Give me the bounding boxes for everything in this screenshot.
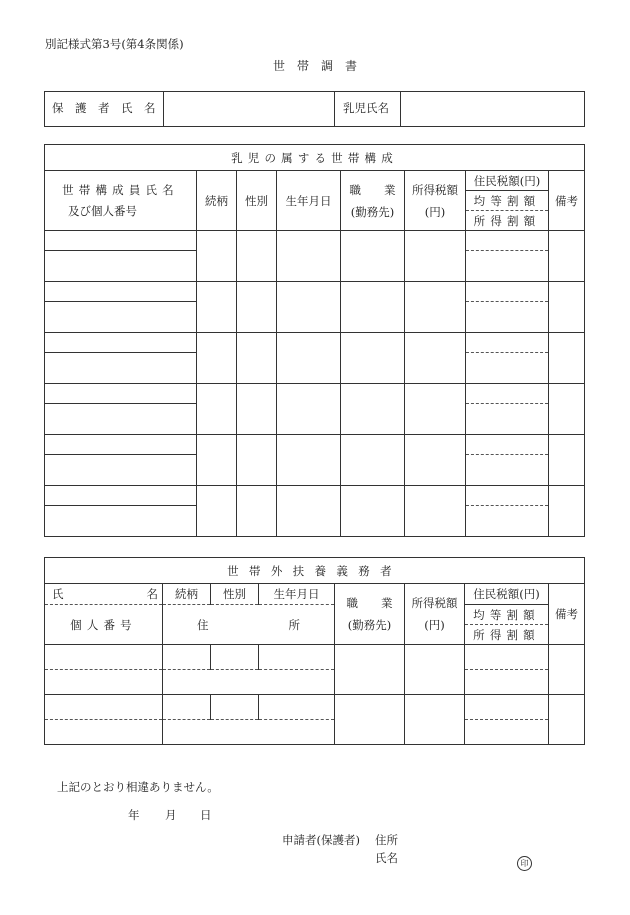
member-income-tax[interactable] bbox=[405, 384, 466, 435]
member-birth[interactable] bbox=[277, 333, 341, 384]
member-relation[interactable] bbox=[197, 384, 237, 435]
member-relation[interactable] bbox=[197, 486, 237, 537]
household-table bbox=[44, 144, 585, 537]
guardian-name-field[interactable] bbox=[164, 92, 334, 126]
guardian-row bbox=[44, 91, 585, 127]
member-sex[interactable] bbox=[237, 282, 277, 333]
applicant-name-label: 氏名 bbox=[375, 851, 398, 865]
member-id-digits[interactable] bbox=[45, 435, 197, 455]
dep-address[interactable] bbox=[163, 670, 335, 695]
household-row bbox=[45, 384, 585, 404]
member-relation[interactable] bbox=[197, 333, 237, 384]
col-relation-header: 続柄 bbox=[197, 171, 237, 231]
member-income-split-tax[interactable] bbox=[466, 251, 549, 282]
household-row bbox=[45, 282, 585, 302]
form-number: 別記様式第3号(第4条関係) bbox=[45, 37, 184, 51]
dep-col-id-header: 個人番号 bbox=[45, 605, 163, 645]
dep-income-tax[interactable] bbox=[405, 695, 465, 745]
dep-id[interactable] bbox=[45, 720, 163, 745]
member-birth[interactable] bbox=[277, 486, 341, 537]
member-birth[interactable] bbox=[277, 384, 341, 435]
dep-job[interactable] bbox=[335, 695, 405, 745]
member-job[interactable] bbox=[341, 486, 405, 537]
dependent-row bbox=[45, 695, 585, 720]
dep-birth[interactable] bbox=[259, 695, 335, 720]
member-remarks[interactable] bbox=[549, 384, 585, 435]
date-year: 年 bbox=[128, 808, 140, 822]
dep-equal-tax[interactable] bbox=[465, 645, 549, 670]
member-job[interactable] bbox=[341, 384, 405, 435]
dep-col-income-header: 所得税額 (円) bbox=[405, 584, 465, 645]
member-equal-tax[interactable] bbox=[466, 384, 549, 404]
member-name[interactable] bbox=[45, 251, 197, 282]
page-title: 世 帯 調 書 bbox=[272, 59, 357, 73]
guardian-name-label: 保 護 者 氏 名 bbox=[52, 101, 156, 115]
member-relation[interactable] bbox=[197, 282, 237, 333]
member-sex[interactable] bbox=[237, 486, 277, 537]
member-name[interactable] bbox=[45, 404, 197, 435]
dep-name[interactable] bbox=[45, 645, 163, 670]
member-income-tax[interactable] bbox=[405, 231, 466, 282]
col-income-header: 所得税額 (円) bbox=[405, 171, 466, 231]
member-relation[interactable] bbox=[197, 435, 237, 486]
member-equal-tax[interactable] bbox=[466, 282, 549, 302]
member-remarks[interactable] bbox=[549, 486, 585, 537]
dep-birth[interactable] bbox=[259, 645, 335, 670]
member-relation[interactable] bbox=[197, 231, 237, 282]
dep-job[interactable] bbox=[335, 645, 405, 695]
member-income-split-tax[interactable] bbox=[466, 353, 549, 384]
member-income-split-tax[interactable] bbox=[466, 404, 549, 435]
dep-col-birth-header: 生年月日 bbox=[259, 584, 335, 605]
col-resident-header: 住民税額(円) bbox=[466, 171, 549, 191]
member-equal-tax[interactable] bbox=[466, 486, 549, 506]
member-birth[interactable] bbox=[277, 231, 341, 282]
col-birth-header: 生年月日 bbox=[277, 171, 341, 231]
dep-id[interactable] bbox=[45, 670, 163, 695]
member-sex[interactable] bbox=[237, 384, 277, 435]
member-income-split-tax[interactable] bbox=[466, 302, 549, 333]
member-remarks[interactable] bbox=[549, 435, 585, 486]
dep-name[interactable] bbox=[45, 695, 163, 720]
member-id-digits[interactable] bbox=[45, 333, 197, 353]
member-job[interactable] bbox=[341, 435, 405, 486]
member-equal-tax[interactable] bbox=[466, 435, 549, 455]
member-remarks[interactable] bbox=[549, 333, 585, 384]
dep-relation[interactable] bbox=[163, 645, 211, 670]
dep-col-name-header: 氏 名 bbox=[45, 584, 163, 605]
dep-col-equal-header: 均等割額 bbox=[465, 605, 549, 625]
member-income-tax[interactable] bbox=[405, 435, 466, 486]
col-name-header: 世帯構成員氏名 及び個人番号 bbox=[45, 171, 197, 231]
child-name-field[interactable] bbox=[401, 92, 584, 126]
member-id-digits[interactable] bbox=[45, 486, 197, 506]
member-income-tax[interactable] bbox=[405, 282, 466, 333]
member-name[interactable] bbox=[45, 506, 197, 537]
member-name[interactable] bbox=[45, 302, 197, 333]
dep-col-job-header: 職 業 (勤務先) bbox=[335, 584, 405, 645]
member-income-tax[interactable] bbox=[405, 486, 466, 537]
household-row bbox=[45, 486, 585, 506]
member-id-digits[interactable] bbox=[45, 231, 197, 251]
dep-col-remarks-header: 備考 bbox=[549, 584, 585, 645]
member-job[interactable] bbox=[341, 282, 405, 333]
date-day: 日 bbox=[200, 808, 212, 822]
dep-remarks[interactable] bbox=[549, 695, 585, 745]
dep-remarks[interactable] bbox=[549, 645, 585, 695]
dep-income-tax[interactable] bbox=[405, 645, 465, 695]
member-sex[interactable] bbox=[237, 333, 277, 384]
col-remarks-header: 備考 bbox=[549, 171, 585, 231]
applicant-label: 申請者(保護者) bbox=[282, 833, 360, 847]
member-income-tax[interactable] bbox=[405, 333, 466, 384]
member-id-digits[interactable] bbox=[45, 282, 197, 302]
dep-col-sex-header: 性別 bbox=[211, 584, 259, 605]
member-income-split-tax[interactable] bbox=[466, 506, 549, 537]
member-remarks[interactable] bbox=[549, 231, 585, 282]
dependent-row bbox=[45, 645, 585, 670]
declaration-text: 上記のとおり相違ありません。 bbox=[57, 780, 219, 794]
dep-address[interactable] bbox=[163, 720, 335, 745]
member-sex[interactable] bbox=[237, 435, 277, 486]
dep-sex[interactable] bbox=[211, 695, 259, 720]
dep-col-relation-header: 続柄 bbox=[163, 584, 211, 605]
household-row bbox=[45, 231, 585, 251]
member-sex[interactable] bbox=[237, 231, 277, 282]
member-name[interactable] bbox=[45, 455, 197, 486]
member-income-split-tax[interactable] bbox=[466, 455, 549, 486]
date-month: 月 bbox=[165, 808, 177, 822]
dep-income-split-tax[interactable] bbox=[465, 720, 549, 745]
household-row bbox=[45, 333, 585, 353]
member-birth[interactable] bbox=[277, 435, 341, 486]
member-id-digits[interactable] bbox=[45, 384, 197, 404]
member-job[interactable] bbox=[341, 333, 405, 384]
applicant-address-label: 住所 bbox=[375, 833, 398, 847]
dep-col-address-header: 住 所 bbox=[163, 605, 335, 645]
dep-income-split-tax[interactable] bbox=[465, 670, 549, 695]
col-job-header: 職 業 (勤務先) bbox=[341, 171, 405, 231]
member-job[interactable] bbox=[341, 231, 405, 282]
dep-col-income-split-header: 所得割額 bbox=[465, 625, 549, 645]
member-birth[interactable] bbox=[277, 282, 341, 333]
member-equal-tax[interactable] bbox=[466, 231, 549, 251]
col-income-split-header: 所得割額 bbox=[466, 211, 549, 231]
dependents-table bbox=[44, 557, 585, 745]
dep-sex[interactable] bbox=[211, 645, 259, 670]
col-equal-header: 均等割額 bbox=[466, 191, 549, 211]
dep-equal-tax[interactable] bbox=[465, 695, 549, 720]
member-equal-tax[interactable] bbox=[466, 333, 549, 353]
seal-icon: 印 bbox=[517, 851, 532, 871]
member-name[interactable] bbox=[45, 353, 197, 384]
dep-col-resident-header: 住民税額(円) bbox=[465, 584, 549, 605]
dependents-title: 世帯外扶養義務者 bbox=[45, 558, 585, 584]
member-remarks[interactable] bbox=[549, 282, 585, 333]
household-row bbox=[45, 435, 585, 455]
child-name-label: 乳児氏名 bbox=[343, 101, 389, 115]
col-sex-header: 性別 bbox=[237, 171, 277, 231]
household-title: 乳児の属する世帯構成 bbox=[45, 145, 585, 171]
dep-relation[interactable] bbox=[163, 695, 211, 720]
